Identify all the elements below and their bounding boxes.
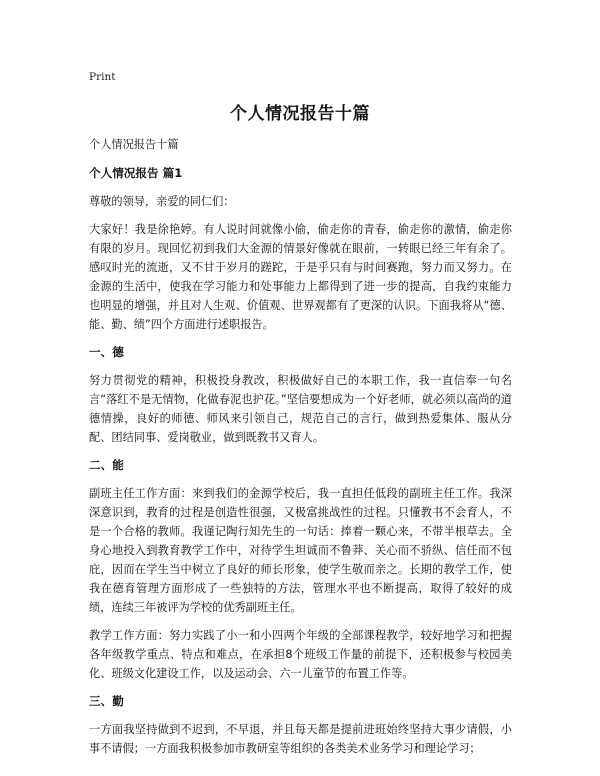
page-title: 个人情况报告十篇 [230, 104, 370, 124]
intro-paragraph: 大家好！我是徐艳婷。有人说时间就像小偷，偷走你的青春，偷走你的激情，偷走你有限的岁月。现回忆初到我们大金源的情景好像就在眼前，一转眼已经三年有余了。感叹时光的流逝，又不甘于岁月的蹉跎，于是乎只有与时间赛跑，努力而又努力。在金源的生活中，使我在学习能力和处事能力上都得到了进一步的提高，自我约束能力也明显的增强，并且对人生观、价值观、世界观都有了更深的认识。下面我将从“德、能、勤、绩”四个方面进行述职报告。 [89, 223, 512, 331]
section-de-paragraph: 努力贯彻党的精神，积极投身教改，积极做好自己的本职工作，我一直信奉一句名言“落红不是无情物，化做春泥也护花。”坚信要想成为一个好老师，就必须以高尚的道德情操，良好的师德、师风来引领自己，规范自己的言行，做到热爱集体、服从分配、团结同事、爱岗敬业，做到既教书又育人。 [89, 374, 512, 444]
greeting: 尊敬的领导，亲爱的同仁们： [89, 195, 235, 208]
document-body [89, 135, 512, 767]
section-heading-qin: 三、勤 [89, 694, 124, 708]
section-heading-de: 一、德 [89, 345, 124, 359]
section-neng-paragraph-1: 副班主任工作方面：来到我们的金源学校后，我一直担任低段的副班主任工作。我深深意识到，教育的过程是创造性很强，又极富挑战性的过程。只懂教书不会育人，不是一个合格的教师。我谨记陶行知先生的一句话：捧着一颗心来，不带半根草去。全身心地投入到教育教学工作中，对待学生坦诚而不鲁莽、关心而不骄纵、信任而不包庇，因而在学生当中树立了良好的师长形象，使学生敬而亲之。长期的教学工作，使我在德育管理方面形成了一些独特的方法，管理水平也不断提高，取得了较好的成绩，连续三年被评为学校的优秀副班主任。 [89, 487, 512, 614]
print-label: Print [89, 71, 116, 83]
section-qin-paragraph: 一方面我坚持做到不迟到，不早退，并且每天都是提前进班始终坚持大事少请假，小事不请假；一方面我积极参加市教研室等组织的各类美术业务学习和理论学习； [89, 723, 512, 755]
section-heading-neng: 二、能 [89, 458, 124, 472]
article-heading: 个人情况报告 篇1 [89, 166, 183, 180]
section-neng-paragraph-2: 教学工作方面：努力实践了小一和小四两个年级的全部课程教学，较好地学习和把握各年级教学重点、特点和难点，在承担8个班级工作量的前提下，还积极参与校园美化、班级文化建设工作，以及运动会、六一儿童节的布置工作等。 [89, 629, 512, 680]
document-subtitle: 个人情况报告十篇 [89, 138, 179, 151]
